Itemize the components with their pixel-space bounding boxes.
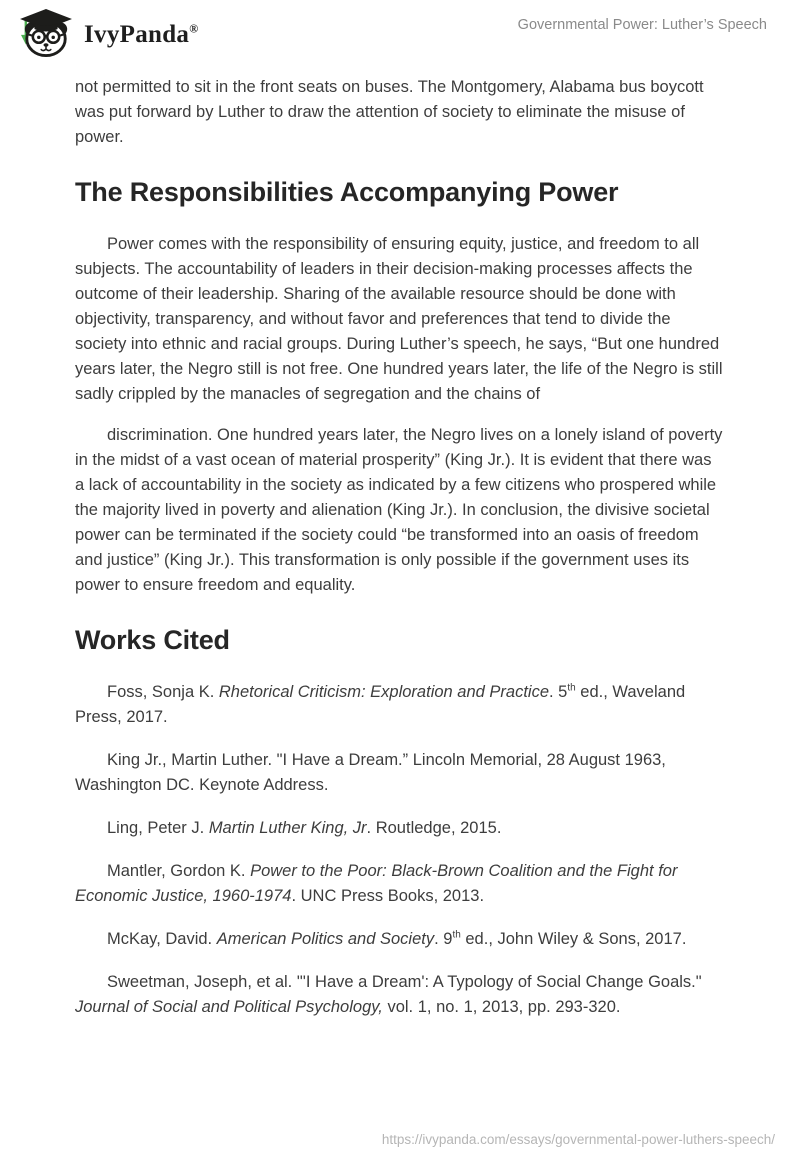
section-heading-works-cited: Works Cited [75, 625, 230, 655]
citation-entry: Ling, Peter J. Martin Luther King, Jr. Routledge, 2015. [107, 819, 502, 837]
ivypanda-logo-icon [14, 8, 78, 58]
citation-entry: Sweetman, Joseph, et al. "'I Have a Dream': A Typology of Social Change Goals." Journal of Social and Political Psychology, vol. 1, no. 1, 2013, pp. 293-320. [75, 973, 702, 1016]
paragraph: not permitted to sit in the front seats on buses. The Montgomery, Alabama bus boycott was put forward by Luther to draw the attention of society to eliminate the misuse of power. [75, 78, 704, 146]
section-heading-responsibilities: The Responsibilities Accompanying Power [75, 177, 619, 207]
citation-entry: McKay, David. American Politics and Society. 9th ed., John Wiley & Sons, 2017. [107, 929, 687, 948]
page-header [0, 0, 800, 62]
source-url: https://ivypanda.com/essays/governmental-power-luthers-speech/ [381, 1132, 775, 1147]
brand-name [84, 21, 198, 49]
paragraph: Power comes with the responsibility of ensuring equity, justice, and freedom to all subjects. The accountability of leaders in their decision-making processes affects the outcome of their leadership. Sharing of the available resource should be done with objectivity, transparency, and without favor and preferences that tend to divide the society into ethnic and racial groups. During Luther’s speech, he says, “But one hundred years later, the Negro still is not free. One hundred years later, the life of the Negro is still sadly crippled by the manacles of segregation and the chains of [75, 235, 723, 403]
paragraph: discrimination. One hundred years later, the Negro lives on a lonely island of poverty in the midst of a vast ocean of material prosperity” (King Jr.). It is evident that there was a lack of accountability in the society as indicated by a few citizens who prospered while the majority lived in poverty and alienation (King Jr.). In conclusion, the divisive societal power can be terminated if the society could “be transformed into an oasis of freedom and justice” (King Jr.). This transformation is only possible if the government uses its power to ensure freedom and equality. [75, 426, 723, 594]
citation-entry: Foss, Sonja K. Rhetorical Criticism: Exploration and Practice. 5th ed., Waveland Press, 2017. [75, 682, 686, 726]
brand-text: IvyPanda [84, 21, 190, 48]
citation-entry: Mantler, Gordon K. Power to the Poor: Black-Brown Coalition and the Fight for Economic Justice, 1960-1974. UNC Press Books, 2013. [75, 862, 678, 905]
citation-entry: King Jr., Martin Luther. "I Have a Dream.” Lincoln Memorial, 28 August 1963, Washington DC. Keynote Address. [75, 751, 666, 794]
registered-trademark: ® [189, 21, 199, 36]
essay-content [0, 75, 800, 1020]
document-title: Governmental Power: Luther’s Speech [517, 17, 767, 33]
brand [14, 8, 198, 58]
